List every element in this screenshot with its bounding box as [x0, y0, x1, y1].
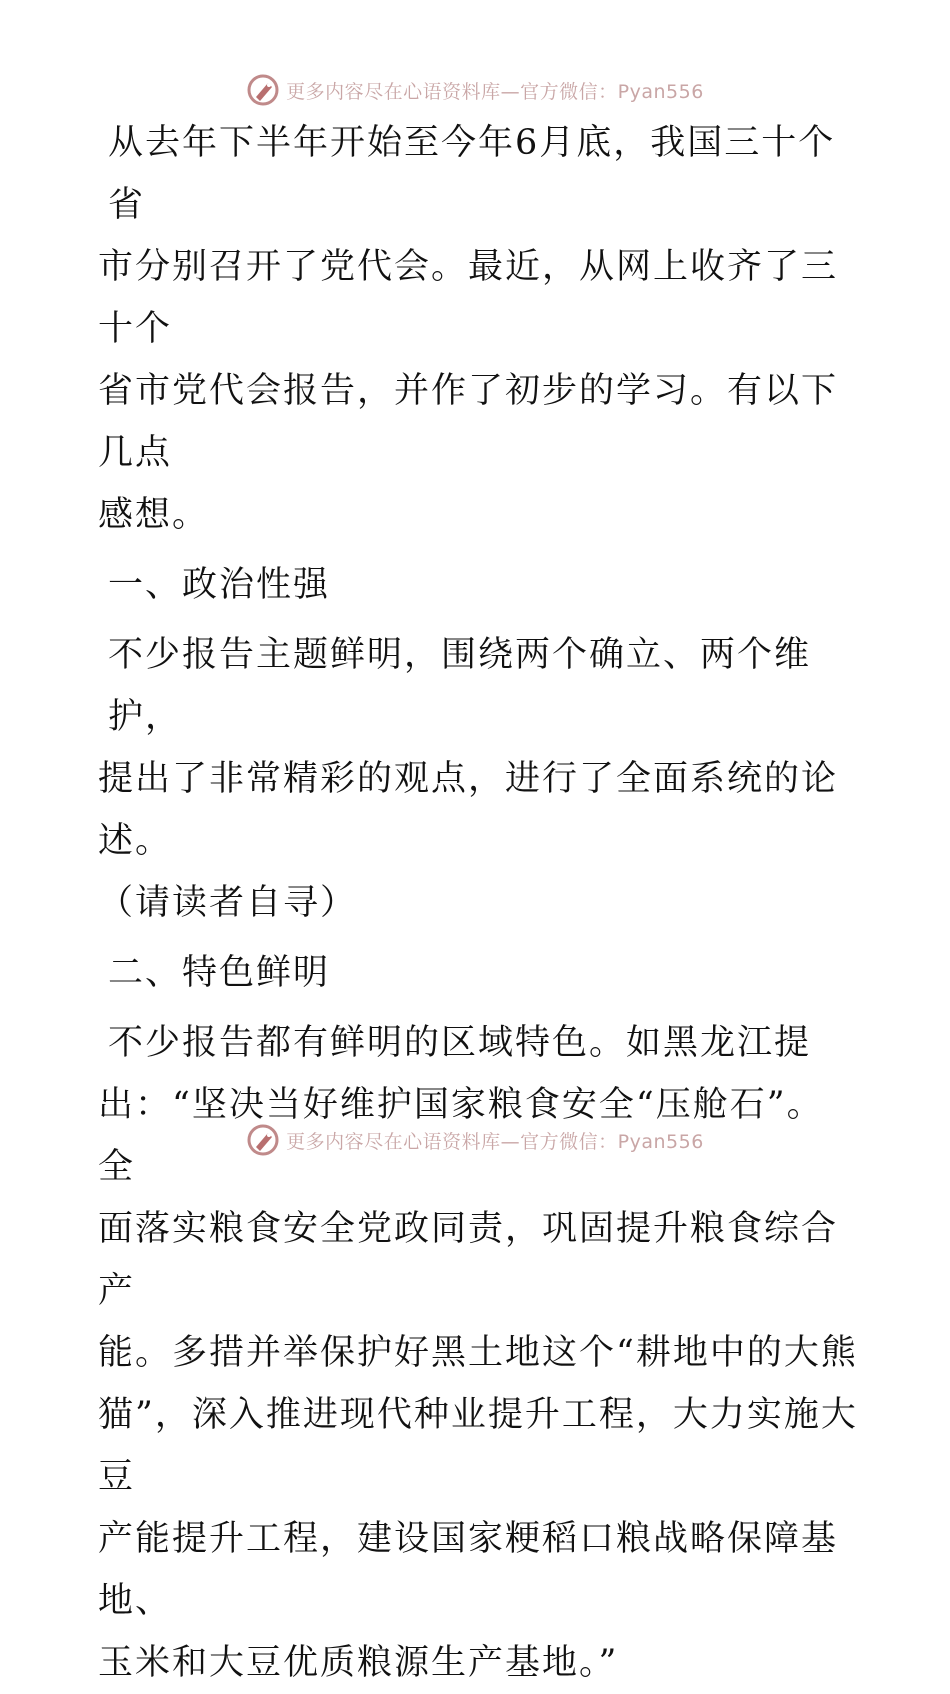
section2-line-3: 面落实粮食安全党政同责，巩固提升粮食综合产 — [98, 1209, 839, 1311]
intro-line-1: 从去年下半年开始至今年6月底，我国三十个省 — [108, 123, 836, 225]
section2-line-2: 出：“坚决当好维护国家粮食安全“压舱石”。全 — [98, 1085, 824, 1187]
section2-line-5: 猫”，深入推进现代种业提升工程，大力实施大豆 — [98, 1395, 858, 1497]
watermark-text: 更多内容尽在心语资料库—官方微信：Pyan556 — [286, 80, 704, 103]
intro-line-4: 感想。 — [98, 495, 210, 535]
section2-line-7: 玉米和大豆优质粮源生产基地。” — [98, 1643, 619, 1683]
section1-line-3: （请读者自寻） — [98, 883, 358, 923]
section-heading-2: 二、特色鲜明 — [108, 953, 331, 993]
fountain-pen-seal-icon — [246, 1123, 280, 1157]
section1-line-2: 提出了非常精彩的观点，进行了全面系统的论述。 — [98, 759, 839, 861]
watermark-text: 更多内容尽在心语资料库—官方微信：Pyan556 — [286, 1130, 704, 1153]
intro-line-2: 市分别召开了党代会。最近，从网上收齐了三十个 — [98, 247, 839, 349]
section1-line-1: 不少报告主题鲜明，围绕两个确立、两个维护， — [108, 635, 812, 737]
section-heading-1: 一、政治性强 — [108, 565, 331, 605]
section2-line-4: 能。多措并举保护好黑土地这个“耕地中的大熊 — [98, 1333, 858, 1373]
section2-line-6: 产能提升工程，建设国家粳稻口粮战略保障基地、 — [98, 1519, 839, 1621]
fountain-pen-seal-icon — [246, 73, 280, 107]
document-body — [98, 112, 858, 1694]
section2-line-1: 不少报告都有鲜明的区域特色。如黑龙江提 — [108, 1023, 812, 1063]
watermark-footer — [0, 1120, 950, 1160]
intro-line-3: 省市党代会报告，并作了初步的学习。有以下几点 — [98, 371, 839, 473]
watermark-header — [0, 70, 950, 110]
